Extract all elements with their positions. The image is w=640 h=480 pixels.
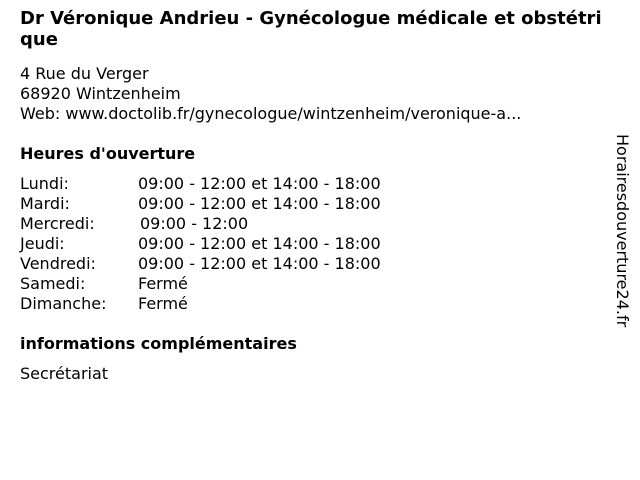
day-label: Samedi:: [20, 274, 86, 293]
day-label: Vendredi:: [20, 254, 96, 273]
day-label: Lundi:: [20, 174, 69, 193]
time-value: Fermé: [138, 274, 188, 293]
opening-hours-heading: Heures d'ouverture: [20, 144, 196, 163]
time-value: 09:00 - 12:00 et 14:00 - 18:00: [138, 254, 381, 273]
day-label: Jeudi:: [20, 234, 65, 253]
time-value: 09:00 - 12:00 et 14:00 - 18:00: [138, 194, 381, 213]
day-label: Mercredi:: [20, 214, 95, 233]
day-label: Dimanche:: [20, 294, 107, 313]
watermark-text: Horairesdouverture24.fr: [613, 134, 632, 328]
time-value: 09:00 - 12:00 et 14:00 - 18:00: [138, 174, 381, 193]
time-value: Fermé: [138, 294, 188, 313]
address-city: 68920 Wintzenheim: [20, 84, 181, 103]
time-value: 09:00 - 12:00: [140, 214, 249, 233]
page-title: Dr Véronique Andrieu - Gynécologue médicale et obstétrique: [20, 8, 602, 50]
site-watermark: [612, 134, 632, 374]
address-street: 4 Rue du Verger: [20, 64, 149, 83]
additional-info-heading: informations complémentaires: [20, 334, 297, 353]
website-link[interactable]: Web: www.doctolib.fr/gynecologue/wintzenheim/veronique-a...: [20, 104, 522, 123]
day-label: Mardi:: [20, 194, 70, 213]
time-value: 09:00 - 12:00 et 14:00 - 18:00: [138, 234, 381, 253]
additional-info-text: Secrétariat: [20, 364, 109, 383]
address-block: [20, 64, 521, 124]
